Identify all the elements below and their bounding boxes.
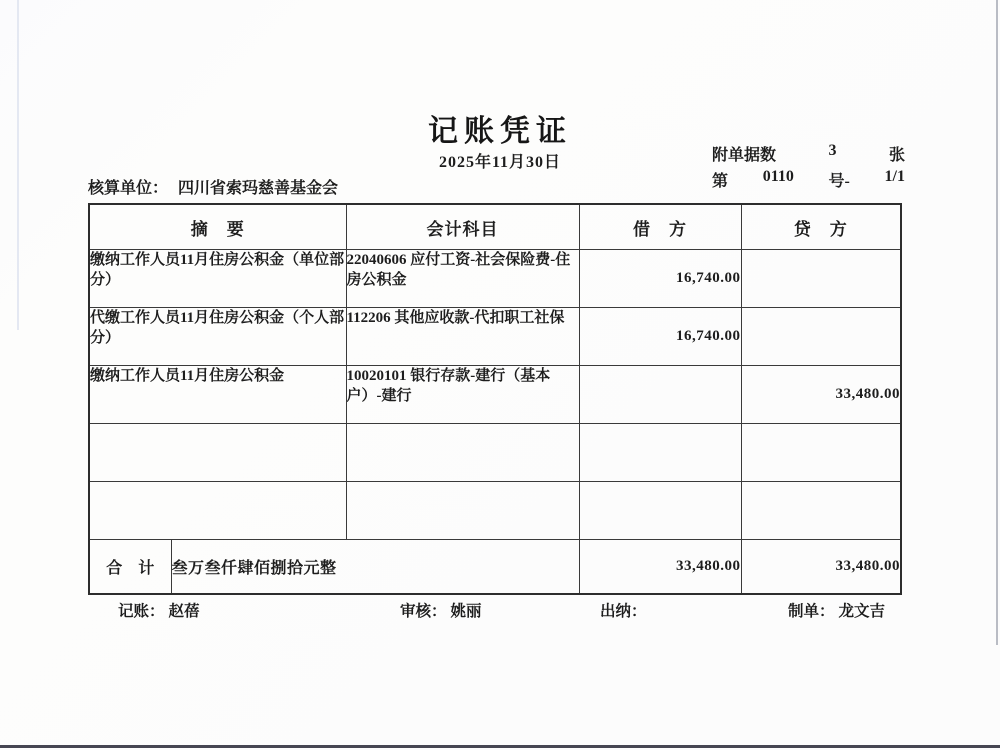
reviewer-signature bbox=[400, 599, 482, 621]
header-credit: 贷 方 bbox=[741, 204, 901, 250]
table-header-row bbox=[89, 204, 901, 250]
row-account bbox=[346, 482, 579, 540]
total-row bbox=[89, 540, 901, 595]
row-credit bbox=[741, 308, 901, 366]
reviewer-label: 审核： bbox=[400, 603, 447, 620]
row-credit: 33,480.00 bbox=[741, 366, 901, 424]
voucher-number-value: 0110 bbox=[762, 168, 794, 185]
row-account: 22040606 应付工资-社会保险费-住房公积金 bbox=[346, 250, 579, 308]
voucher-number-row bbox=[712, 168, 905, 191]
voucher-number-prefix: 第 bbox=[712, 173, 729, 190]
bookkeeper-label: 记账： bbox=[118, 603, 165, 620]
row-summary: 缴纳工作人员11月住房公积金 bbox=[89, 366, 346, 424]
table-row bbox=[89, 482, 901, 540]
preparer-signature bbox=[788, 599, 885, 621]
row-debit bbox=[579, 424, 741, 482]
cashier-label: 出纳： bbox=[600, 603, 647, 620]
attachment-count-label: 附单据数 bbox=[712, 147, 777, 164]
row-debit: 16,740.00 bbox=[579, 250, 741, 308]
row-debit bbox=[579, 482, 741, 540]
total-debit: 33,480.00 bbox=[579, 540, 741, 595]
accounting-unit-label: 核算单位： bbox=[88, 180, 169, 197]
row-summary: 代缴工作人员11月住房公积金（个人部分） bbox=[89, 308, 346, 366]
row-account: 112206 其他应收款-代扣职工社保 bbox=[346, 308, 579, 366]
row-summary: 缴纳工作人员11月住房公积金（单位部分） bbox=[89, 250, 346, 308]
row-account bbox=[346, 424, 579, 482]
row-summary bbox=[89, 482, 346, 540]
voucher-date: 2025年11月30日 bbox=[438, 154, 562, 171]
accounting-unit-row bbox=[88, 175, 338, 198]
voucher-number-suffix: 号- bbox=[828, 173, 850, 190]
row-summary bbox=[89, 424, 346, 482]
table-row bbox=[89, 250, 901, 308]
bookkeeper-name: 赵蓓 bbox=[168, 603, 200, 620]
voucher-page-number: 1/1 bbox=[884, 168, 905, 185]
signature-row bbox=[0, 599, 1000, 623]
scan-artifact-right-line bbox=[996, 0, 998, 645]
row-account: 10020101 银行存款-建行（基本户）-建行 bbox=[346, 366, 579, 424]
header-debit: 借 方 bbox=[579, 204, 741, 250]
total-amount-in-words: 叁万叁仟肆佰捌拾元整 bbox=[171, 540, 579, 595]
bookkeeper-signature bbox=[118, 599, 200, 621]
row-debit bbox=[579, 366, 741, 424]
page-title: 记账凭证 bbox=[428, 115, 572, 148]
total-label: 合 计 bbox=[89, 540, 171, 595]
table-row bbox=[89, 308, 901, 366]
preparer-label: 制单： bbox=[788, 603, 835, 620]
row-credit bbox=[741, 482, 901, 540]
row-debit: 16,740.00 bbox=[579, 308, 741, 366]
row-credit bbox=[741, 250, 901, 308]
row-credit bbox=[741, 424, 901, 482]
attachment-count-row bbox=[712, 142, 905, 165]
attachment-count-value: 3 bbox=[828, 142, 837, 159]
scan-artifact-bottom-line bbox=[0, 745, 1000, 748]
table-row bbox=[89, 366, 901, 424]
preparer-name: 龙文吉 bbox=[838, 603, 886, 620]
accounting-unit-value: 四川省索玛慈善基金会 bbox=[178, 180, 339, 197]
header-summary: 摘 要 bbox=[89, 204, 346, 250]
voucher-table bbox=[88, 203, 902, 595]
cashier-signature bbox=[600, 599, 651, 621]
reviewer-name: 姚丽 bbox=[450, 603, 482, 620]
header-account: 会计科目 bbox=[346, 204, 579, 250]
table-row bbox=[89, 424, 901, 482]
attachment-count-unit: 张 bbox=[888, 147, 905, 164]
total-credit: 33,480.00 bbox=[741, 540, 901, 595]
